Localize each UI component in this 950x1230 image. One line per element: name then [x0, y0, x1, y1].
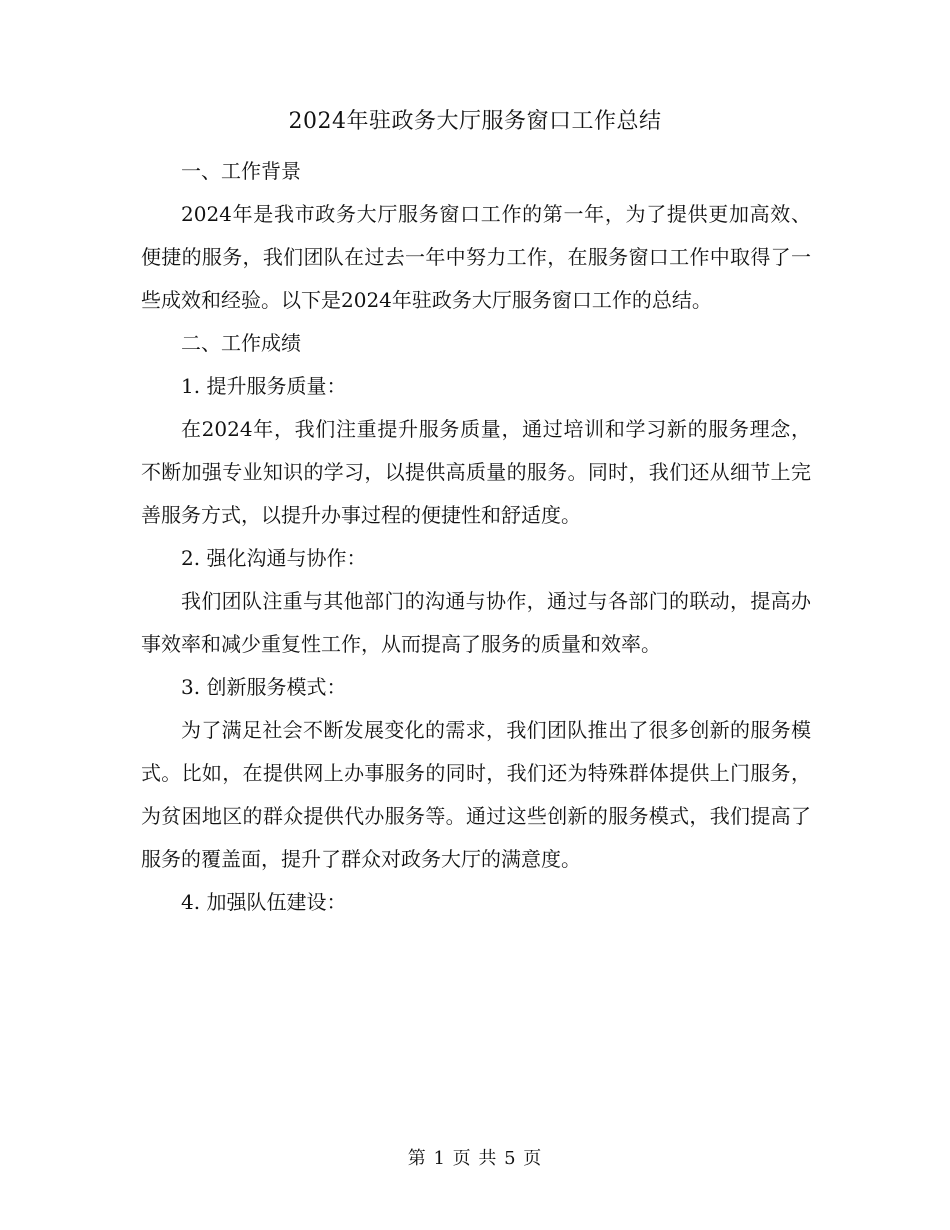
item-heading-service-quality: 1. 提升服务质量： [181, 374, 347, 398]
item-heading-team-building: 4. 加强队伍建设： [181, 890, 347, 914]
paragraph-service-quality: 在2024年，我们注重提升服务质量，通过培训和学习新的服务理念，不断加强专业知识的学习，以提供高质量的服务。同时，我们还从细节上完善服务方式，以提升办事过程的便捷性和舒适度。 [141, 417, 811, 527]
document-title: 2024年驻政务大厅服务窗口工作总结 [288, 109, 662, 134]
section-heading-achievements: 二、工作成绩 [181, 331, 301, 355]
document-body [141, 150, 811, 924]
item-heading-communication: 2. 强化沟通与协作： [181, 546, 367, 570]
paragraph-innovation: 为了满足社会不断发展变化的需求，我们团队推出了很多创新的服务模式。比如，在提供网上办事服务的同时，我们还为特殊群体提供上门服务，为贫困地区的群众提供代办服务等。通过这些创新的服务模式，我们提高了服务的覆盖面，提升了群众对政务大厅的满意度。 [141, 718, 811, 871]
paragraph-background: 2024年是我市政务大厅服务窗口工作的第一年，为了提供更加高效、便捷的服务，我们团队在过去一年中努力工作，在服务窗口工作中取得了一些成效和经验。以下是2024年驻政务大厅服务窗口工作的总结。 [141, 202, 811, 312]
section-heading-background: 一、工作背景 [181, 159, 301, 183]
page-number-footer: 第 1 页 共 5 页 [407, 1148, 543, 1169]
paragraph-communication: 我们团队注重与其他部门的沟通与协作，通过与各部门的联动，提高办事效率和减少重复性工作，从而提高了服务的质量和效率。 [141, 589, 811, 656]
item-heading-innovation: 3. 创新服务模式： [181, 675, 347, 699]
